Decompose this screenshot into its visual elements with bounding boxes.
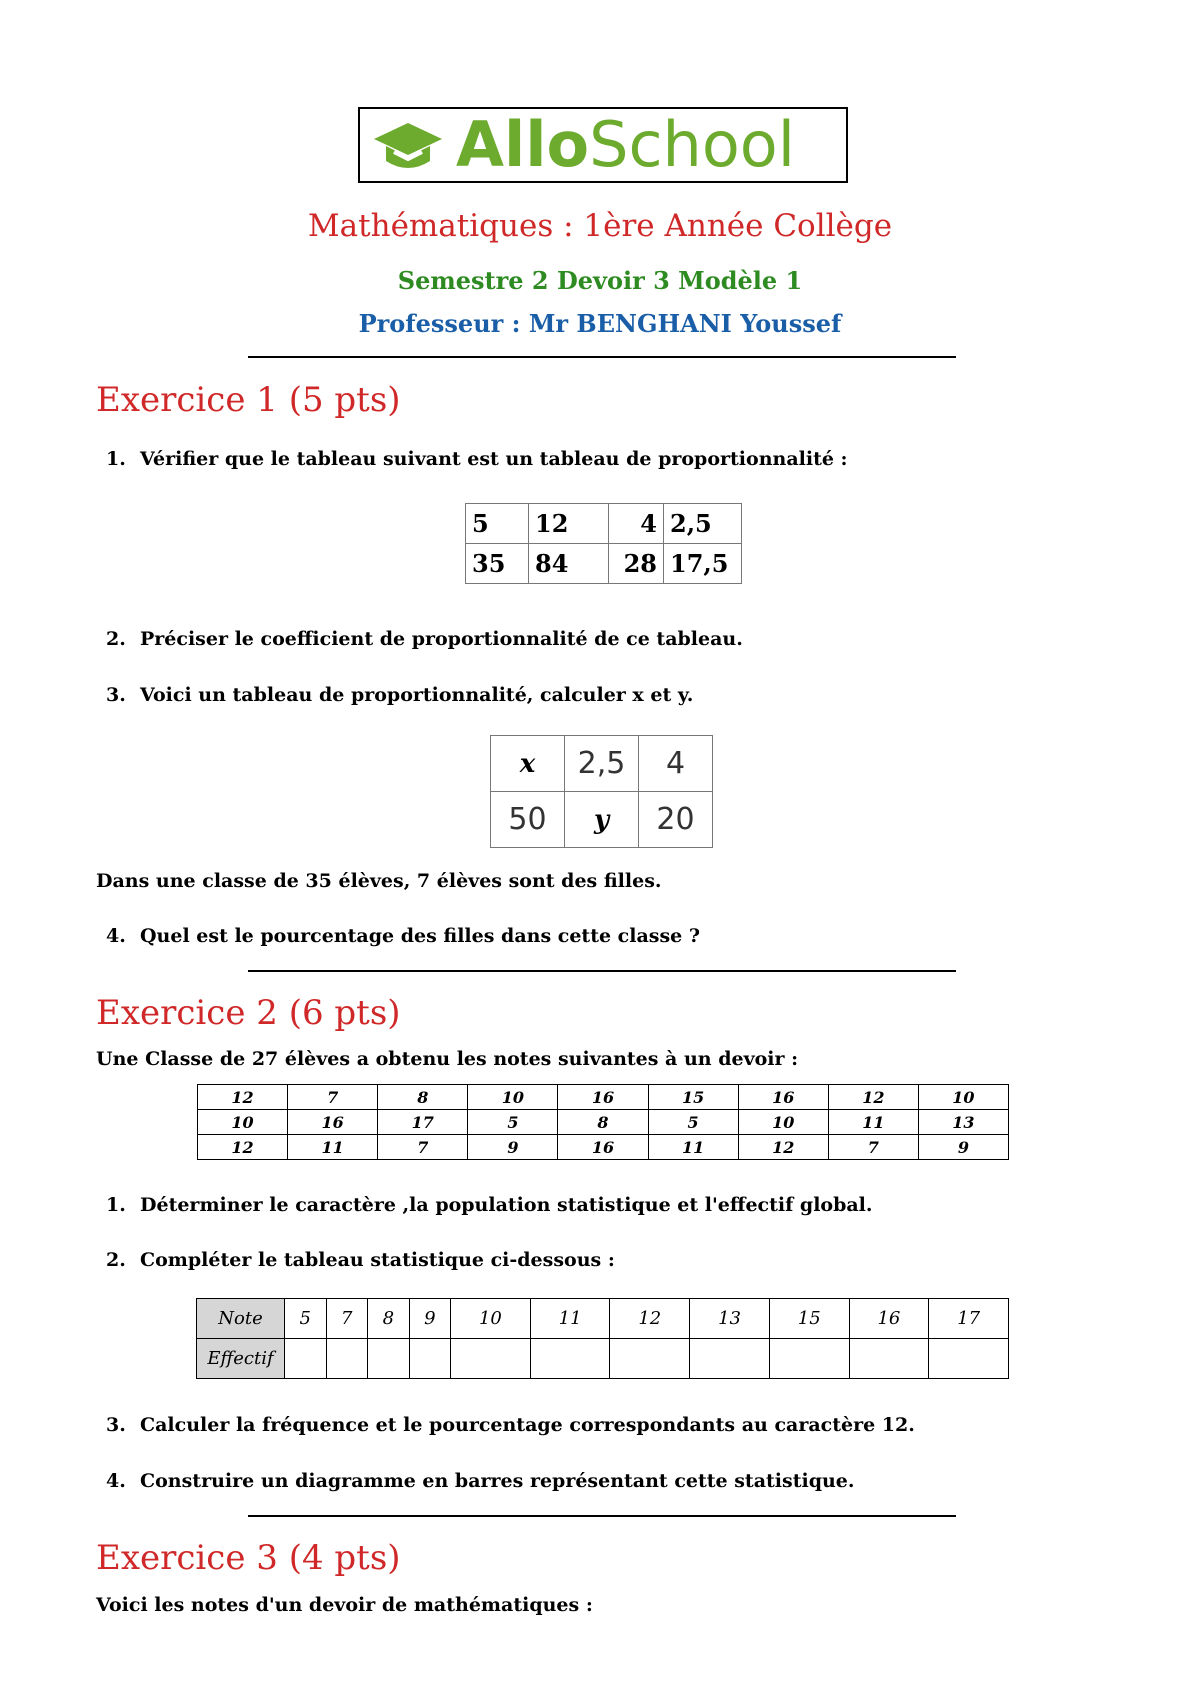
note-value-cell: 13 <box>690 1299 770 1339</box>
grade-cell: 9 <box>468 1135 558 1160</box>
logo-text-bold: Allo <box>456 108 590 181</box>
grade-cell: 7 <box>828 1135 918 1160</box>
note-value-cell: 11 <box>530 1299 610 1339</box>
grade-cell: 12 <box>198 1135 288 1160</box>
table-row <box>491 736 713 792</box>
grade-cell: 16 <box>558 1085 648 1110</box>
grade-cell: 5 <box>648 1110 738 1135</box>
question-text: Déterminer le caractère ,la population statistique et l'effectif global. <box>140 1194 873 1216</box>
professor-name: Professeur : Mr BENGHANI Youssef <box>358 309 842 338</box>
grade-cell: 15 <box>648 1085 738 1110</box>
grade-cell: 12 <box>738 1135 828 1160</box>
question-number: 1. <box>106 448 126 470</box>
grade-cell: 7 <box>378 1135 468 1160</box>
question-text: Compléter le tableau statistique ci-dessous : <box>140 1249 615 1271</box>
table-cell: 2,5 <box>565 736 639 792</box>
grade-cell: 16 <box>738 1085 828 1110</box>
table-row <box>198 1110 1009 1135</box>
exercise-1-question-1 <box>106 448 848 470</box>
effectif-empty-cell[interactable] <box>849 1339 929 1379</box>
question-number: 2. <box>106 628 126 650</box>
question-text: Construire un diagramme en barres représentant cette statistique. <box>140 1470 855 1492</box>
grade-cell: 7 <box>288 1085 378 1110</box>
note-value-cell: 10 <box>451 1299 531 1339</box>
table-row <box>466 504 742 544</box>
note-value-cell: 5 <box>285 1299 327 1339</box>
page-title: Mathématiques : 1ère Année Collège <box>307 208 893 244</box>
effectif-empty-cell[interactable] <box>530 1339 610 1379</box>
divider <box>248 356 956 358</box>
exercise-2-question-2 <box>106 1249 615 1271</box>
question-number: 4. <box>106 1470 126 1492</box>
grade-cell: 9 <box>918 1135 1008 1160</box>
logo-text-regular: School <box>589 108 795 181</box>
question-number: 2. <box>106 1249 126 1271</box>
table-cell: 50 <box>491 792 565 848</box>
grade-cell: 8 <box>378 1085 468 1110</box>
grade-cell: 16 <box>558 1135 648 1160</box>
effectif-empty-cell[interactable] <box>326 1339 368 1379</box>
effectif-empty-cell[interactable] <box>285 1339 327 1379</box>
grade-cell: 5 <box>468 1110 558 1135</box>
note-value-cell: 17 <box>929 1299 1009 1339</box>
table-row <box>466 544 742 584</box>
effectif-empty-cell[interactable] <box>451 1339 531 1379</box>
grade-cell: 16 <box>288 1110 378 1135</box>
alloschool-logo <box>358 107 848 183</box>
grade-cell: 11 <box>828 1110 918 1135</box>
table-row <box>197 1339 1009 1379</box>
grade-cell: 10 <box>918 1085 1008 1110</box>
exercise-3-intro: Voici les notes d'un devoir de mathématiques : <box>96 1594 593 1616</box>
exercise-1-paragraph: Dans une classe de 35 élèves, 7 élèves sont des filles. <box>96 870 662 892</box>
table-cell: y <box>565 792 639 848</box>
exercise-2-intro: Une Classe de 27 élèves a obtenu les notes suivantes à un devoir : <box>96 1048 799 1070</box>
note-value-cell: 8 <box>368 1299 410 1339</box>
exercise-2-question-1 <box>106 1194 873 1216</box>
table-cell: 4 <box>639 736 713 792</box>
exercise-1-question-2 <box>106 628 743 650</box>
exercise-2-title: Exercice 2 (6 pts) <box>96 993 401 1033</box>
question-text: Vérifier que le tableau suivant est un tableau de proportionnalité : <box>140 448 848 470</box>
table-cell: 84 <box>529 544 609 584</box>
grade-cell: 11 <box>288 1135 378 1160</box>
question-number: 3. <box>106 1414 126 1436</box>
note-value-cell: 9 <box>409 1299 451 1339</box>
exercise-2-question-4 <box>106 1470 855 1492</box>
exercise-2-question-3 <box>106 1414 915 1436</box>
xy-proportionality-table <box>490 735 713 848</box>
proportionality-table <box>465 503 742 584</box>
table-cell: 2,5 <box>664 504 742 544</box>
effectif-empty-cell[interactable] <box>368 1339 410 1379</box>
exercise-3-title: Exercice 3 (4 pts) <box>96 1538 401 1578</box>
question-number: 4. <box>106 925 126 947</box>
divider <box>248 1515 956 1517</box>
question-number: 3. <box>106 684 126 706</box>
table-cell: 28 <box>609 544 664 584</box>
table-row <box>197 1299 1009 1339</box>
exercise-1-question-4 <box>106 925 700 947</box>
table-cell: 4 <box>609 504 664 544</box>
grade-cell: 12 <box>198 1085 288 1110</box>
question-text: Voici un tableau de proportionnalité, calculer x et y. <box>140 684 694 706</box>
exercise-1-question-3 <box>106 684 693 706</box>
table-cell: 35 <box>466 544 529 584</box>
logo-text <box>456 109 795 185</box>
divider <box>248 970 956 972</box>
question-text: Calculer la fréquence et le pourcentage correspondants au caractère 12. <box>140 1414 915 1436</box>
statistics-table <box>196 1298 1009 1379</box>
grade-cell: 10 <box>738 1110 828 1135</box>
note-value-cell: 15 <box>769 1299 849 1339</box>
effectif-empty-cell[interactable] <box>769 1339 849 1379</box>
note-value-cell: 7 <box>326 1299 368 1339</box>
note-value-cell: 12 <box>610 1299 690 1339</box>
table-cell: 17,5 <box>664 544 742 584</box>
grade-cell: 8 <box>558 1110 648 1135</box>
table-cell: x <box>491 736 565 792</box>
exercise-1-title: Exercice 1 (5 pts) <box>96 380 401 420</box>
question-text: Préciser le coefficient de proportionnalité de ce tableau. <box>140 628 743 650</box>
question-text: Quel est le pourcentage des filles dans cette classe ? <box>140 925 701 947</box>
effectif-empty-cell[interactable] <box>610 1339 690 1379</box>
grade-cell: 10 <box>468 1085 558 1110</box>
table-cell: 5 <box>466 504 529 544</box>
grade-cell: 10 <box>198 1110 288 1135</box>
grades-table <box>197 1084 1009 1160</box>
note-header: Note <box>197 1299 285 1339</box>
note-value-cell: 16 <box>849 1299 929 1339</box>
table-row <box>198 1135 1009 1160</box>
grade-cell: 11 <box>648 1135 738 1160</box>
grade-cell: 12 <box>828 1085 918 1110</box>
effectif-empty-cell[interactable] <box>929 1339 1009 1379</box>
table-cell: 12 <box>529 504 609 544</box>
effectif-header: Effectif <box>197 1339 285 1379</box>
effectif-empty-cell[interactable] <box>409 1339 451 1379</box>
table-row <box>491 792 713 848</box>
page-subtitle: Semestre 2 Devoir 3 Modèle 1 <box>397 266 803 295</box>
question-number: 1. <box>106 1194 126 1216</box>
graduation-cap-icon <box>372 119 444 175</box>
grade-cell: 17 <box>378 1110 468 1135</box>
grade-cell: 13 <box>918 1110 1008 1135</box>
effectif-empty-cell[interactable] <box>690 1339 770 1379</box>
table-cell: 20 <box>639 792 713 848</box>
table-row <box>198 1085 1009 1110</box>
